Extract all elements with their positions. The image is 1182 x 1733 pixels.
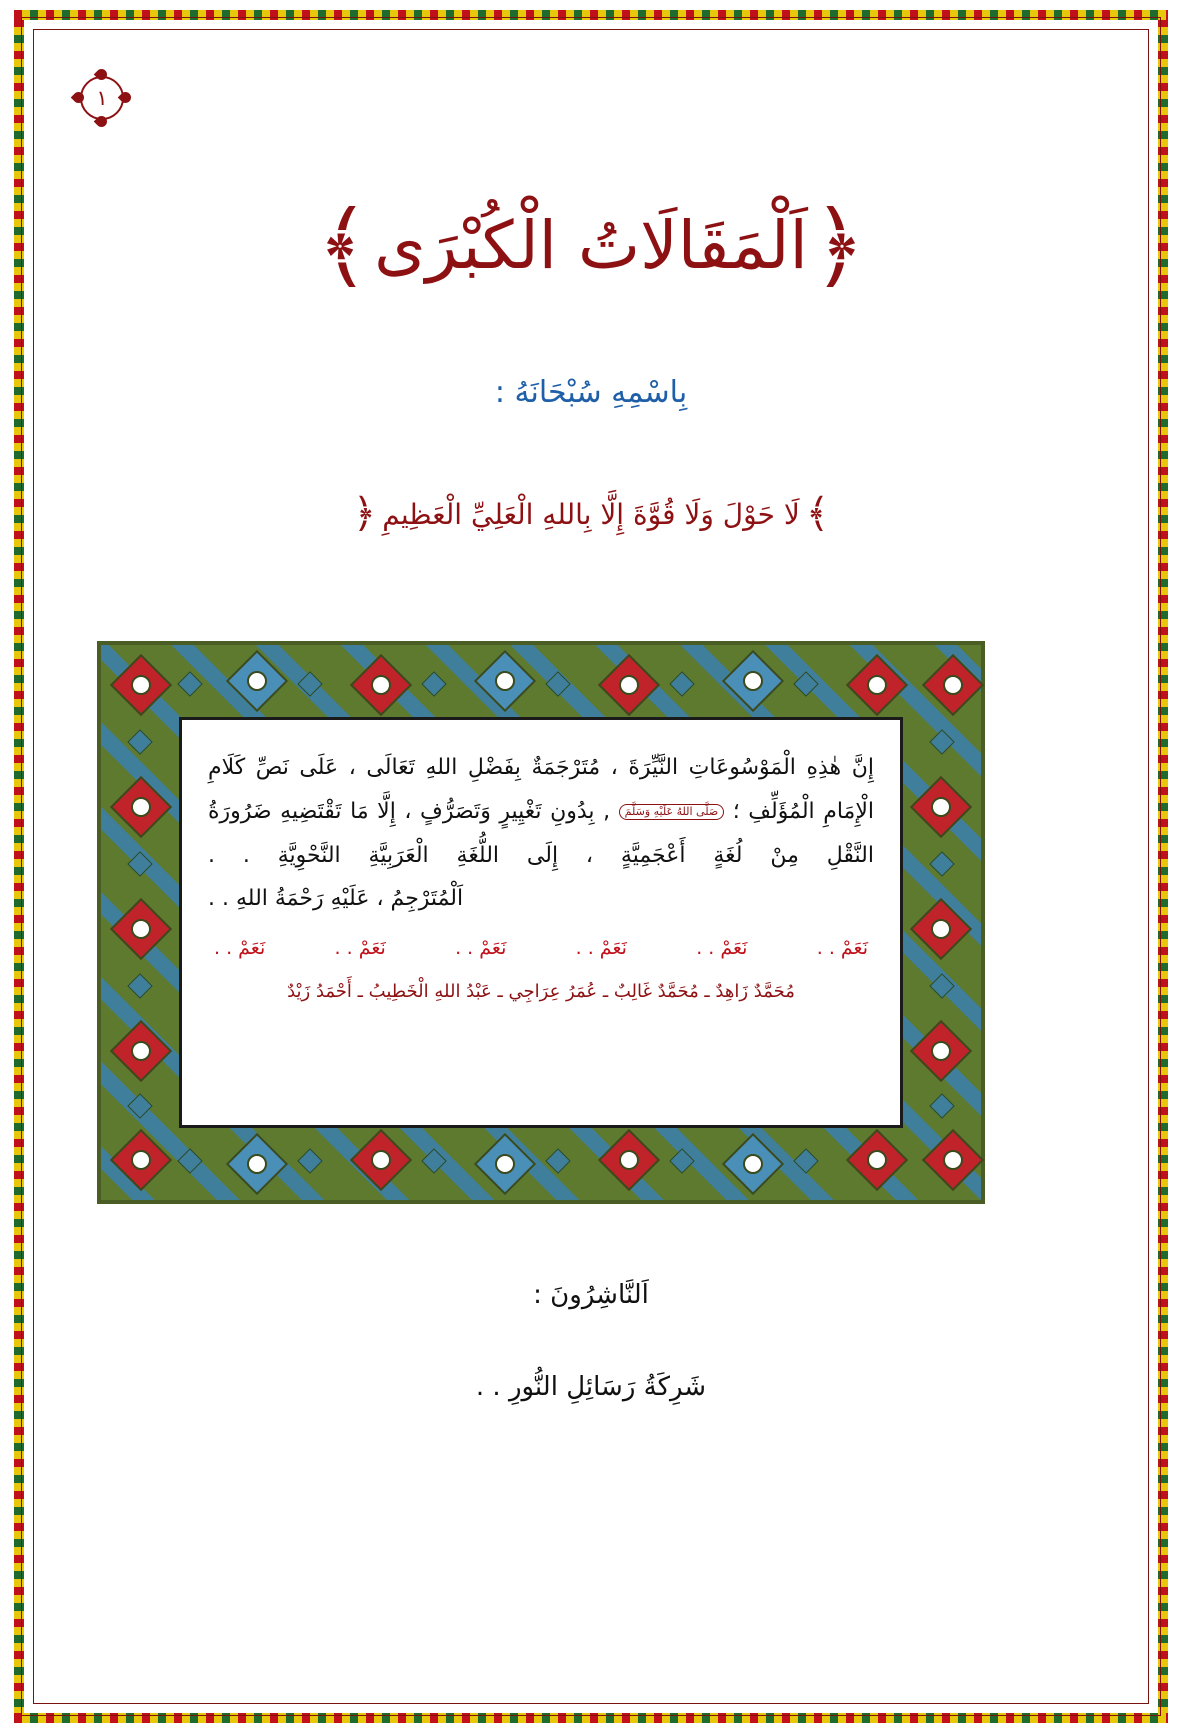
- frame-motif-icon: [110, 776, 172, 838]
- frame-motif-icon: [110, 898, 172, 960]
- frame-diamond-icon: [297, 1148, 322, 1173]
- naam-item: نَعَمْ . .: [575, 937, 627, 959]
- page-title: [0, 191, 1182, 299]
- intro-paragraph-part1: إِنَّ هٰذِهِ الْمَوْسُوعَاتِ النَّيِّرَةَ ، مُتَرْجَمَةٌ بِفَضْلِ اللهِ تَعَالَى ، عَلَى نَصِّ كَلَامِ الْإِمَامِ الْمُؤَلِّفِ ؛: [208, 755, 874, 824]
- naam-item: نَعَمْ . .: [334, 937, 386, 959]
- page-number-medallion: [74, 70, 130, 126]
- frame-motif-icon: [910, 776, 972, 838]
- publisher-label: اَلنَّاشِرُونَ :: [533, 1280, 649, 1310]
- frame-motif-icon: [722, 650, 784, 712]
- title-ornament-left-icon: ﴾: [316, 191, 371, 299]
- frame-diamond-icon: [177, 1148, 202, 1173]
- naam-row: [208, 937, 874, 959]
- frame-diamond-icon: [545, 1148, 570, 1173]
- frame-diamond-icon: [545, 671, 570, 696]
- frame-diamond-icon: [127, 729, 152, 754]
- page-number-value: ١: [96, 85, 108, 110]
- frame-diamond-icon: [421, 671, 446, 696]
- frame-motif-icon: [226, 1133, 288, 1195]
- frame-diamond-icon: [929, 851, 954, 876]
- publisher-name: شَرِكَةُ رَسَائِلِ النُّورِ . .: [475, 1372, 707, 1402]
- frame-motif-icon: [722, 1133, 784, 1195]
- frame-motif-icon: [350, 654, 412, 716]
- frame-diamond-icon: [669, 1148, 694, 1173]
- page-title-text: اَلْمَقَالَاتُ الْكُبْرَى: [374, 207, 808, 284]
- translator-suffix: . .: [208, 886, 229, 911]
- intro-paragraph: [208, 746, 874, 878]
- frame-diamond-icon: [127, 851, 152, 876]
- frame-diamond-icon: [127, 1093, 152, 1118]
- translator-label: اَلْمُتَرْجِمُ ،: [376, 886, 464, 911]
- frame-motif-icon: [598, 654, 660, 716]
- ornamental-frame: [97, 641, 985, 1204]
- frame-diamond-icon: [793, 1148, 818, 1173]
- frame-motif-icon: [110, 1129, 172, 1191]
- frame-diamond-icon: [793, 671, 818, 696]
- frame-motif-icon: [110, 654, 172, 716]
- frame-motif-icon: [922, 1129, 984, 1191]
- frame-diamond-icon: [297, 671, 322, 696]
- frame-diamond-icon: [127, 973, 152, 998]
- translator-seal-icon: عَلَيْهِ رَحْمَةُ اللهِ: [235, 886, 370, 911]
- frame-motif-icon: [910, 898, 972, 960]
- frame-motif-icon: [110, 1020, 172, 1082]
- frame-motif-icon: [350, 1129, 412, 1191]
- frame-motif-icon: [846, 1129, 908, 1191]
- hawqala-ornament-right-icon: ﴾: [805, 491, 830, 537]
- naam-item: نَعَمْ . .: [214, 937, 266, 959]
- frame-motif-icon: [474, 1133, 536, 1195]
- frame-diamond-icon: [177, 671, 202, 696]
- prophetic-seal-icon: صَلَّى اللهُ عَلَيْهِ وَسَلَّمَ: [619, 804, 725, 820]
- frame-diamond-icon: [929, 1093, 954, 1118]
- frame-diamond-icon: [669, 671, 694, 696]
- hawqala-text: لَا حَوْلَ وَلَا قُوَّةَ إِلَّا بِاللهِ الْعَلِيِّ الْعَظِيمِ: [382, 497, 800, 531]
- frame-motif-icon: [598, 1129, 660, 1191]
- naam-item: نَعَمْ . .: [816, 937, 868, 959]
- hawqala-ornament-left-icon: ﴿: [352, 491, 377, 537]
- frame-motif-icon: [910, 1020, 972, 1082]
- frame-motif-icon: [922, 654, 984, 716]
- frame-diamond-icon: [929, 729, 954, 754]
- frame-diamond-icon: [421, 1148, 446, 1173]
- frame-motif-icon: [846, 654, 908, 716]
- frame-motif-icon: [474, 650, 536, 712]
- frame-diamond-icon: [929, 973, 954, 998]
- frame-motif-icon: [226, 650, 288, 712]
- hawqala-line: [0, 491, 1182, 537]
- translator-line: [208, 886, 874, 911]
- contributor-names: مُحَمَّدٌ زَاهِدٌ ـ مُحَمَّدٌ غَالِبٌ ـ عُمَرُ عِرَاجِي ـ عَبْدُ اللهِ الْخَطِيبُ ـ أَحْمَدُ زَيْدٌ: [287, 981, 795, 1002]
- naam-item: نَعَمْ . .: [696, 937, 748, 959]
- basmala-line: بِاسْمِهِ سُبْحَانَهُ :: [494, 375, 688, 410]
- title-ornament-right-icon: ﴿: [811, 191, 866, 299]
- naam-item: نَعَمْ . .: [455, 937, 507, 959]
- intro-paragraph-part2: , بِدُونِ تَغْيِيرٍ وَتَصَرُّفٍ ، إِلَّا مَا تَقْتَضِيهِ ضَرُورَةُ النَّقْلِ مِنْ لُغَةٍ أَعْجَمِيَّةٍ ، إِلَى اللُّغَةِ الْعَرَبِيَّةِ النَّحْوِيَّةِ . .: [208, 799, 874, 868]
- frame-text-panel: [179, 717, 903, 1128]
